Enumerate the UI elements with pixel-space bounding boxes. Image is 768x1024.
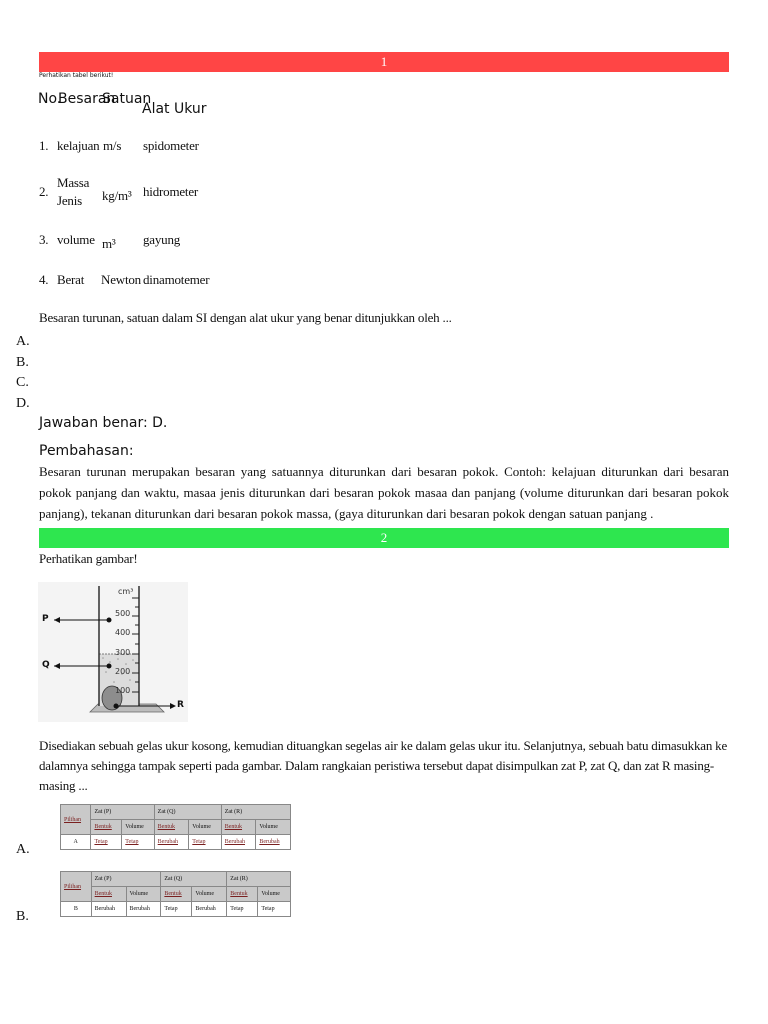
volume-header: Volume (258, 887, 291, 902)
table-cell: Tetap (189, 835, 221, 850)
volume-header: Volume (126, 887, 161, 902)
zat-q-header: Zat (Q) (154, 805, 221, 820)
table-row-2-alat: hidrometer (143, 184, 199, 199)
figure-scale-100: 100 (115, 686, 131, 695)
figure-unit-label: cm³ (118, 587, 134, 596)
option-key: A (61, 835, 91, 850)
table-row-3-satuan: m³ (102, 236, 116, 251)
volume-header: Volume (122, 820, 154, 835)
figure-scale-500: 500 (115, 609, 131, 618)
table-row-4-alat: dinamotemer (143, 272, 210, 287)
volume-header: Volume (192, 887, 227, 902)
table-cell: Tetap (161, 902, 192, 917)
table-row-1-satuan: m/s (103, 138, 122, 153)
option-c[interactable]: C. (16, 375, 29, 390)
measuring-cylinder-figure (38, 582, 188, 722)
table-cell: Tetap (258, 902, 291, 917)
table-cell: Berubah (154, 835, 189, 850)
option-a[interactable]: A. (16, 334, 30, 349)
table-cell: Tetap (227, 902, 258, 917)
table-row-3-besaran: volume (57, 232, 95, 247)
question-2-intro: Perhatikan gambar! (39, 551, 138, 566)
option-a-table (60, 804, 291, 850)
table-row-3-alat: gayung (143, 232, 181, 247)
figure-scale-300: 300 (115, 648, 131, 657)
volume-header: Volume (189, 820, 221, 835)
volume-header: Volume (256, 820, 291, 835)
question-2-number: 2 (380, 530, 388, 545)
table-cell: Berubah (126, 902, 161, 917)
pilihan-header: Pilihan (61, 805, 91, 835)
table-cell: Berubah (256, 835, 291, 850)
option-b-table (60, 871, 291, 917)
table-row-3-no: 3. (39, 232, 49, 247)
bentuk-header: Bentuk (221, 820, 256, 835)
figure-label-q: Q (42, 660, 50, 670)
zat-r-header: Zat (R) (227, 872, 291, 887)
question-1-text: Besaran turunan, satuan dalam SI dengan alat ukur yang benar ditunjukkan oleh ... (39, 310, 452, 325)
zat-r-header: Zat (R) (221, 805, 290, 820)
table-cell: Berubah (192, 902, 227, 917)
table-header-no: No. (38, 91, 62, 107)
answer-text: Jawaban benar: D. (39, 415, 168, 431)
table-cell: Berubah (221, 835, 256, 850)
bentuk-header: Bentuk (91, 887, 126, 902)
table-row-4-satuan: Newton (101, 272, 141, 287)
table-header-besaran: Besaran (58, 91, 116, 107)
table-row-1-no: 1. (39, 138, 49, 153)
option-d[interactable]: D. (16, 396, 30, 411)
option-b-label[interactable]: B. (16, 909, 29, 924)
zat-q-header: Zat (Q) (161, 872, 227, 887)
option-a-label[interactable]: A. (16, 842, 30, 857)
pilihan-header: Pilihan (61, 872, 92, 902)
zat-p-header: Zat (P) (91, 872, 161, 887)
question-2-text: Disediakan sebuah gelas ukur kosong, kemudian dituangkan segelas air ke dalam gelas ukur itu. Selanjutnya, sebuah batu dimasukkan ke dalamnya sehingga tampak seperti pada gambar. Dalam rangkaian peristiwa tersebut dapat disimpulkan zat P, zat Q, dan zat R masing-masing ... (39, 738, 728, 793)
bentuk-header: Bentuk (227, 887, 258, 902)
bentuk-header: Bentuk (161, 887, 192, 902)
table-cell: Tetap (122, 835, 154, 850)
bentuk-header: Bentuk (91, 820, 122, 835)
option-b[interactable]: B. (16, 355, 29, 370)
table-header-satuan: Satuan (102, 91, 152, 107)
table-row-2-satuan: kg/m³ (102, 188, 132, 203)
discussion-text: Besaran turunan merupakan besaran yang satuannya diturunkan dari besaran pokok. Contoh: kelajuan diturunkan dari besaran pokok panjang dan waktu, masaa jenis diturunkan dari besaran pokok masaa dan panjang (volume diturunkan dari besaran pokok panjang), tekanan diturunkan dari besaran pokok massa, (gaya diturunkan dari besaran pokok dengan satuan panjang . (39, 464, 729, 521)
question-2-header-bar (39, 528, 729, 548)
question-1-intro: Perhatikan tabel berikut! (39, 72, 114, 79)
table-cell: Berubah (91, 902, 126, 917)
table-cell: Tetap (91, 835, 122, 850)
table-row-1-besaran: kelajuan (57, 138, 100, 153)
table-row-4-no: 4. (39, 272, 49, 287)
figure-label-p: P (42, 614, 49, 624)
table-row-2-no: 2. (39, 184, 49, 199)
figure-scale-200: 200 (115, 667, 131, 676)
question-1-number: 1 (380, 54, 388, 69)
table-header-alat-ukur: Alat Ukur (142, 101, 207, 117)
table-row-1-alat: spidometer (143, 138, 199, 153)
table-row-2-besaran: Massa Jenis (57, 175, 90, 208)
figure-scale-400: 400 (115, 628, 131, 637)
bentuk-header: Bentuk (154, 820, 189, 835)
zat-p-header: Zat (P) (91, 805, 154, 820)
figure-label-r: R (177, 700, 184, 710)
discussion-title: Pembahasan: (39, 443, 134, 459)
option-key: B (61, 902, 92, 917)
question-1-header-bar (39, 52, 729, 72)
table-row-4-besaran: Berat (57, 272, 85, 287)
